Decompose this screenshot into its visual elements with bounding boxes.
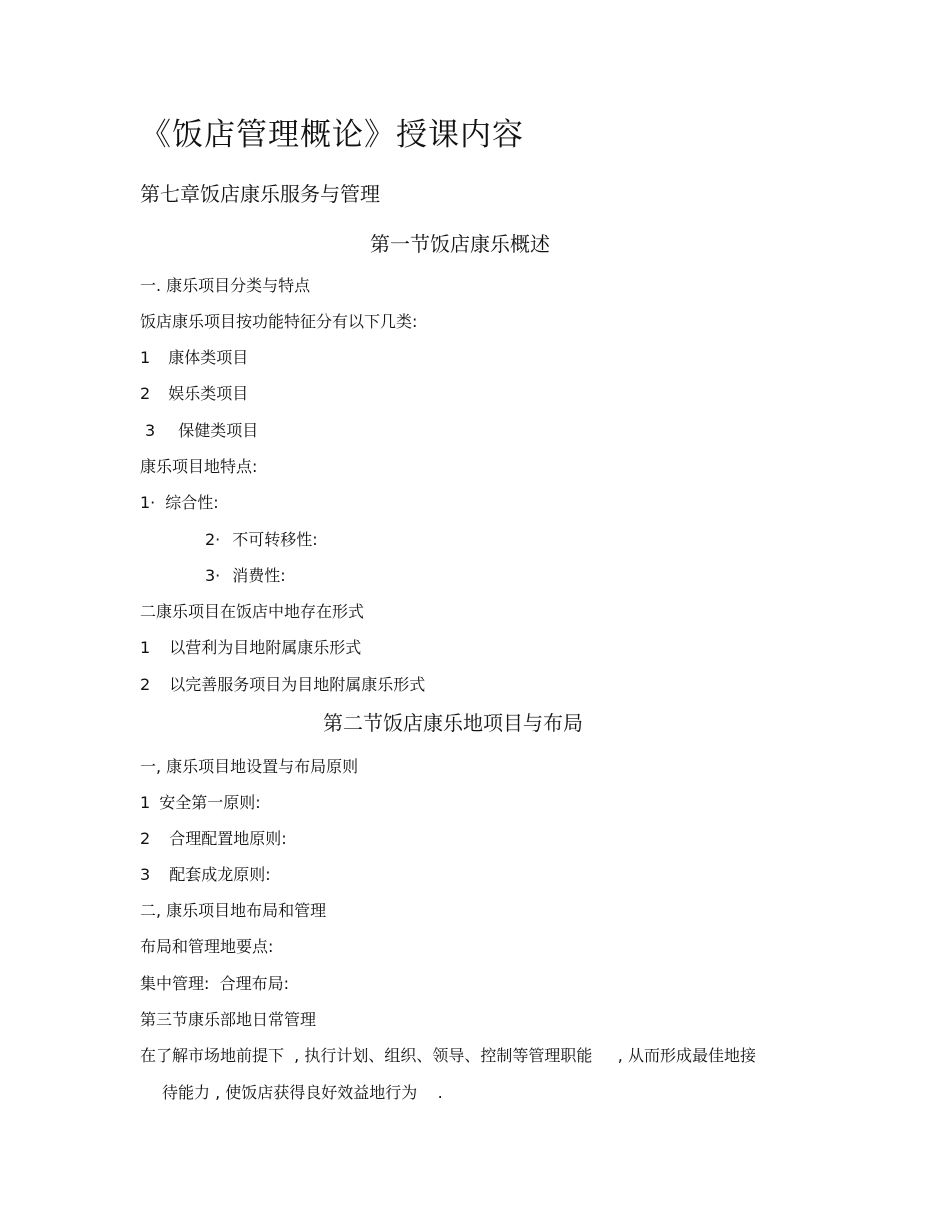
item-number: 1 <box>140 793 151 812</box>
list-item <box>140 795 261 811</box>
item-number: 1· <box>140 493 156 512</box>
section-heading-1: 第一节饭店康乐概述 <box>370 232 550 256</box>
item-number: 3 <box>145 421 156 440</box>
subheading-classification: 一. 康乐项目分类与特点 <box>140 276 311 295</box>
points-text: 集中管理: 合理布局: <box>140 974 289 993</box>
item-text: 康体类项目 <box>168 348 249 367</box>
item-text: 不可转移性: <box>232 530 318 549</box>
list-item <box>205 532 318 548</box>
item-text: 综合性: <box>165 493 219 512</box>
item-text: 消费性: <box>232 566 286 585</box>
item-number: 1 <box>140 348 151 367</box>
item-number: 3 <box>140 865 151 884</box>
item-number: 2· <box>205 530 221 549</box>
item-text: 以营利为目地附属康乐形式 <box>169 638 362 657</box>
points-intro: 布局和管理地要点: <box>140 937 274 956</box>
document-title: 《饭店管理概论》授课内容 <box>140 117 524 153</box>
list-item <box>140 386 248 402</box>
list-item <box>140 677 425 693</box>
item-number: 2 <box>140 829 151 848</box>
item-number: 3· <box>205 566 221 585</box>
item-text: 以完善服务项目为目地附属康乐形式 <box>169 675 426 694</box>
list-item <box>140 867 271 883</box>
subheading-layout: 二, 康乐项目地布局和管理 <box>140 901 327 920</box>
item-text: 配套成龙原则: <box>169 865 271 884</box>
section-heading-3: 第三节康乐部地日常管理 <box>140 1010 317 1029</box>
classification-intro: 饭店康乐项目按功能特征分有以下几类: <box>140 312 418 331</box>
item-number: 2 <box>140 384 151 403</box>
item-number: 1 <box>140 638 151 657</box>
list-item <box>145 423 258 439</box>
paragraph-line-1: 在了解市场地前提下 , 执行计划、组织、领导、控制等管理职能 , 从而形成最佳地接 <box>140 1046 756 1065</box>
section-heading-2: 第二节饭店康乐地项目与布局 <box>323 711 583 735</box>
list-item <box>140 350 248 366</box>
chapter-heading: 第七章饭店康乐服务与管理 <box>140 182 380 206</box>
item-text: 保健类项目 <box>178 421 259 440</box>
traits-intro: 康乐项目地特点: <box>140 457 258 476</box>
list-item <box>140 495 219 511</box>
item-number: 2 <box>140 675 151 694</box>
subheading-principles: 一, 康乐项目地设置与布局原则 <box>140 757 359 776</box>
item-text: 安全第一原则: <box>159 793 261 812</box>
list-item <box>140 831 287 847</box>
item-text: 合理配置地原则: <box>169 829 287 848</box>
paragraph-line-2: 待能力 , 使饭店获得良好效益地行为 . <box>162 1083 443 1102</box>
item-text: 娱乐类项目 <box>168 384 249 403</box>
list-item <box>140 640 361 656</box>
list-item <box>205 568 286 584</box>
subheading-forms: 二康乐项目在饭店中地存在形式 <box>140 602 365 621</box>
